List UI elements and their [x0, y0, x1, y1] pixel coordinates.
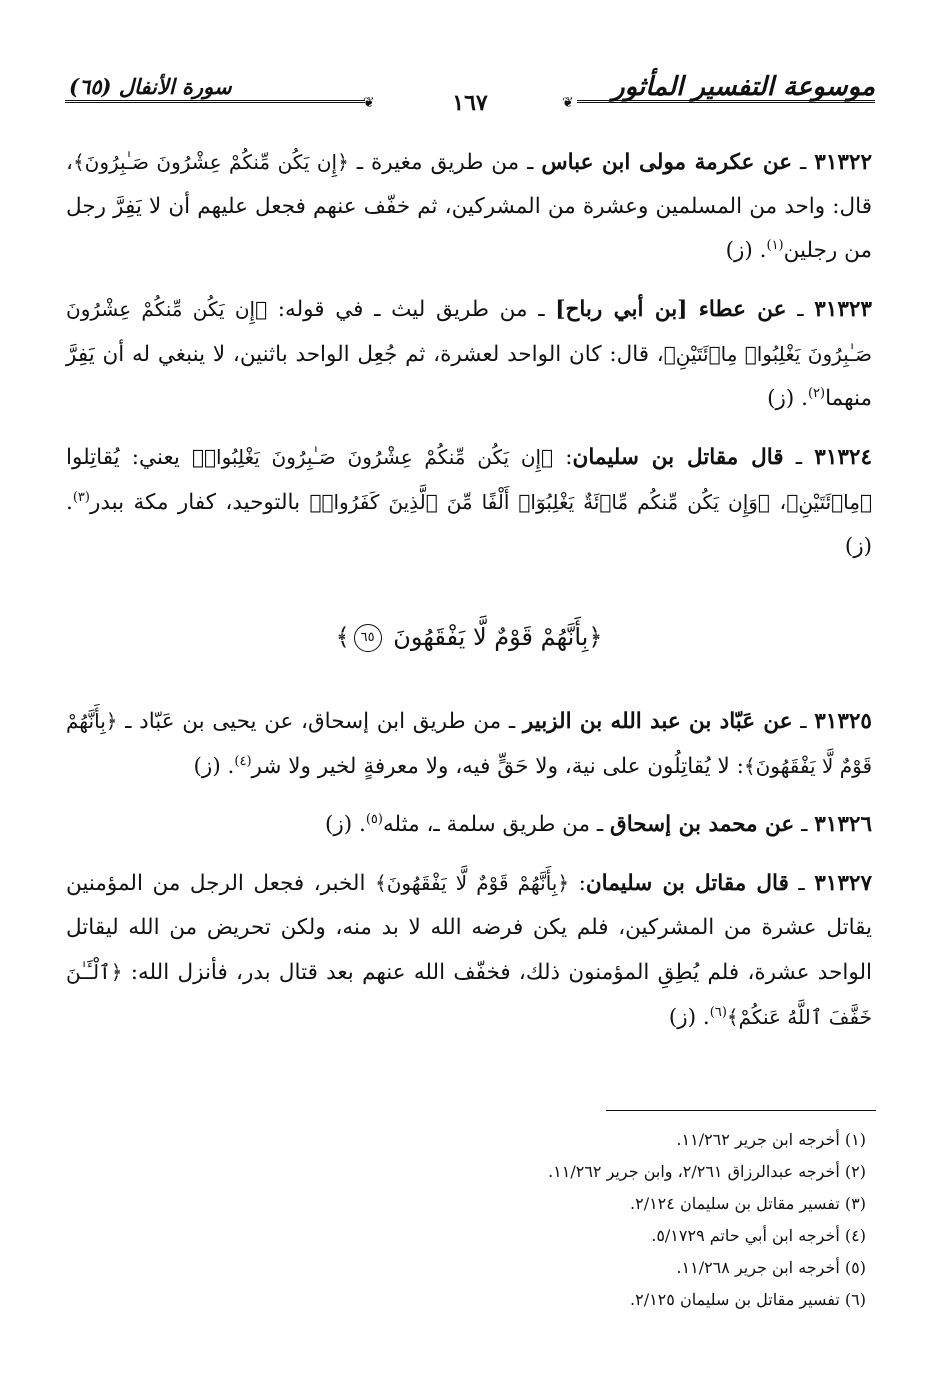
entry-31327: ٣١٣٢٧ ـ قال مقاتل بن سليمان: ﴿بِأَنَّهُمْ قَوْمٌ لَّا يَفْقَهُونَ﴾ الخبر، فجعل الرجل من المؤمنين يقاتل عشرة من المشركين، فلم يكن فرضه الله لا بد منه، ولكن تحريض من الله ليقاتل الواحد عشرة، فلم يُطِقِ المؤمنون ذلك، فخفّف الله عنهم بعد قتال بدر، فأنزل الله: ﴿ٱلْـَٔـٰنَ خَفَّفَ ٱللَّهُ عَنكُمْ﴾$^{(٦)}$. (ز) — [66, 871, 872, 1030]
entry-number: ٣١٣٢٣ — [814, 297, 872, 322]
entry-text: . (ز) — [767, 386, 808, 411]
footnote-item: (٢) أخرجه عبدالرزاق ٢/٢٦١، وابن جرير ١١/٢٦٢. — [548, 1162, 866, 1181]
entry-text: ، قال: واحد من المسلمين وعشرة من المشركين، ثم خفّف عنهم فجعل عليهم أن لا يَفِرَّ رجل من رجلين — [66, 150, 872, 263]
entry-text: : لا يُقاتِلُون على نية، ولا حَقٍّ فيه، ولا معرفةٍ لخير ولا شر — [251, 754, 744, 779]
entry-source: عن عكرمة مولى ابن عباس — [541, 150, 793, 175]
main-text — [66, 140, 872, 1054]
footnote-item: (٣) تفسير مقاتل بن سليمان ٢/١٢٤. — [630, 1194, 866, 1213]
page-number: ١٦٧ — [452, 90, 488, 116]
quran-quote: ﴿ٱلْـَٔـٰنَ خَفَّفَ ٱللَّهُ عَنكُمْ﴾ — [66, 960, 872, 1029]
footnote-ref[interactable]: (٢) — [807, 385, 826, 401]
footnote-item: (٤) أخرجه ابن أبي حاتم ٥/١٧٢٩. — [651, 1226, 866, 1245]
page-header — [65, 62, 875, 124]
entry-source: عن عَبّاد بن عبد الله بن الزبير — [522, 709, 793, 734]
entry-source: عن عطاء [بن أبي رباح] — [555, 297, 787, 322]
quran-quote: ﴿إِن يَكُن مِّنكُمْ عِشْرُونَ صَـٰبِرُونَ يَغْلِبُوا۟﴾ — [192, 445, 554, 469]
quran-quote: ﴿بِأَنَّهُمْ قَوْمٌ لَّا يَفْقَهُونَ﴾ — [374, 871, 570, 895]
footnote-ref[interactable]: (١) — [766, 237, 784, 253]
ornament-left-icon: ❦ — [363, 95, 375, 111]
footnote-ref[interactable]: (٥) — [365, 811, 383, 827]
footnote-ref[interactable]: (٤) — [234, 753, 252, 769]
entry-text: بالتوحيد، كفار مكة ببدر — [89, 490, 310, 515]
header-rule-right — [577, 100, 875, 103]
entry-number: ٣١٣٢٢ — [814, 150, 873, 175]
quran-quote: ﴿بِأَنَّهُمْ قَوْمٌ لَّا يَفْقَهُونَ﴾ — [66, 709, 872, 778]
book-title: موسوعة التفسير المأثور — [612, 72, 875, 102]
ornament-right-icon: ❦ — [562, 95, 574, 111]
entry-text: . (ز) — [725, 238, 767, 263]
entry-text: : — [553, 445, 573, 470]
entry-source: عن محمد بن إسحاق — [610, 812, 795, 837]
entry-31322: ٣١٣٢٢ ـ عن عكرمة مولى ابن عباس ـ من طريق مغيرة ـ ﴿إِن يَكُن مِّنكُمْ عِشْرُونَ صَـٰبِرُونَ﴾، قال: واحد من المسلمين وعشرة من المشركين، ثم خفّف عنهم فجعل عليهم أن لا يَفِرَّ رجل من رجلين$^{(١)}$. (ز) — [66, 150, 873, 263]
entry-31325: ٣١٣٢٥ ـ عن عَبّاد بن عبد الله بن الزبير ـ من طريق ابن إسحاق، عن يحيى بن عَبّاد ـ ﴿بِأَنَّهُمْ قَوْمٌ لَّا يَفْقَهُونَ﴾: لا يُقاتِلُون على نية، ولا حَقٍّ فيه، ولا معرفةٍ لخير ولا شر$^{(٤)}$. (ز) — [66, 709, 872, 779]
entry-number: ٣١٣٢٧ — [814, 871, 872, 896]
entry-31326: ٣١٣٢٦ ـ عن محمد بن إسحاق ـ من طريق سلمة ـ، مثله$^{(٥)}$. (ز) — [325, 811, 872, 837]
entry-text: ـ من طريق مغيرة ـ — [348, 150, 542, 175]
entry-text: . (ز) — [193, 754, 235, 779]
entry-text: . (ز) — [668, 1005, 710, 1030]
footnotes — [106, 1124, 866, 1316]
footnote-item: (٥) أخرجه ابن جرير ١١/٢٦٨. — [676, 1258, 866, 1277]
entry-text: ـ من طريق ابن إسحاق، عن يحيى بن عَبّاد ـ — [117, 709, 523, 734]
entry-text: . (ز) — [325, 812, 366, 837]
entry-source: قال مقاتل بن سليمان — [585, 871, 789, 896]
verse-close: ﴾ — [335, 623, 350, 651]
entry-number: ٣١٣٢٦ — [814, 812, 872, 837]
footnote-item: (١) أخرجه ابن جرير ١١/٢٦٢. — [676, 1130, 866, 1149]
entry-text: ـ من طريق سلمة ـ، مثله — [382, 812, 611, 837]
header-rule-left — [65, 100, 365, 103]
verse-text: ﴿بِأَنَّهُمْ قَوْمٌ لَّا يَفْقَهُونَ — [393, 623, 603, 651]
footnote-ref[interactable]: (٦) — [709, 1004, 727, 1020]
entry-source: قال مقاتل بن سليمان — [572, 445, 784, 470]
ayah-number-icon: ٦٥ — [354, 624, 382, 652]
footnote-item: (٦) تفسير مقاتل بن سليمان ٢/١٢٥. — [630, 1290, 866, 1309]
entry-text: ، قال: كان الواحد لعشرة، ثم جُعِل الواحد باثنين، لا ينبغي له أن يَفِرَّ منهما — [66, 342, 872, 411]
entry-text: . (ز) — [66, 490, 872, 559]
surah-title: سورة الأنفال (٦٥) — [69, 74, 232, 99]
entry-31323: ٣١٣٢٣ ـ عن عطاء [بن أبي رباح] ـ من طريق ليث ـ في قوله: ﴿إِن يَكُن مِّنكُمْ عِشْرُونَ صَـٰبِرُونَ يَغْلِبُوا۟ مِا۟ئَتَيْنِ﴾، قال: كان الواحد لعشرة، ثم جُعِل الواحد باثنين، لا ينبغي له أن يَفِرَّ منهما$^{(٢)}$. (ز) — [66, 297, 873, 411]
entry-number: ٣١٣٢٤ — [814, 445, 873, 470]
verse-heading — [66, 617, 872, 657]
quran-quote: ﴿إِن يَكُن مِّنكُمْ عِشْرُونَ صَـٰبِرُونَ﴾ — [72, 150, 349, 174]
entry-text: : — [569, 871, 586, 896]
quran-quote: ﴿مِا۟ئَتَيْنِ﴾ — [786, 490, 872, 514]
footnote-separator — [606, 1110, 876, 1111]
entry-text: يعني: يُقاتِلوا — [66, 445, 193, 470]
footnote-ref[interactable]: (٣) — [72, 489, 90, 505]
entry-text: ، — [769, 490, 787, 515]
quran-quote: ﴿وَإِن يَكُن مِّنكُم مِّا۟ئَةٌ يَغْلِبُوٓا۟ أَلْفًا مِّنَ ٱلَّذِينَ كَفَرُوا۟﴾ — [309, 490, 770, 514]
entry-text: ـ من طريق ليث ـ في قوله: — [267, 297, 556, 322]
entry-31324: ٣١٣٢٤ ـ قال مقاتل بن سليمان: ﴿إِن يَكُن مِّنكُمْ عِشْرُونَ صَـٰبِرُونَ يَغْلِبُوا۟﴾ يعني: يُقاتِلوا ﴿مِا۟ئَتَيْنِ﴾، ﴿وَإِن يَكُن مِّنكُم مِّا۟ئَةٌ يَغْلِبُوٓا۟ أَلْفًا مِّنَ ٱلَّذِينَ كَفَرُوا۟﴾ بالتوحيد، كفار مكة ببدر$^{(٣)}$. (ز) — [66, 445, 873, 559]
quran-quote: ﴿إِن يَكُن مِّنكُمْ عِشْرُونَ صَـٰبِرُونَ يَغْلِبُوا۟ مِا۟ئَتَيْنِ﴾ — [66, 297, 873, 366]
entry-number: ٣١٣٢٥ — [814, 709, 872, 734]
entry-text: الخبر، فجعل الرجل من المؤمنين يقاتل عشرة من المشركين، فلم يكن فرضه الله لا بد منه، ولكن تحريض من الله ليقاتل الواحد عشرة، فلم يُطِقِ المؤمنون ذلك، فخفّف الله عنهم بعد قتال بدر، فأنزل الله: — [66, 871, 872, 985]
